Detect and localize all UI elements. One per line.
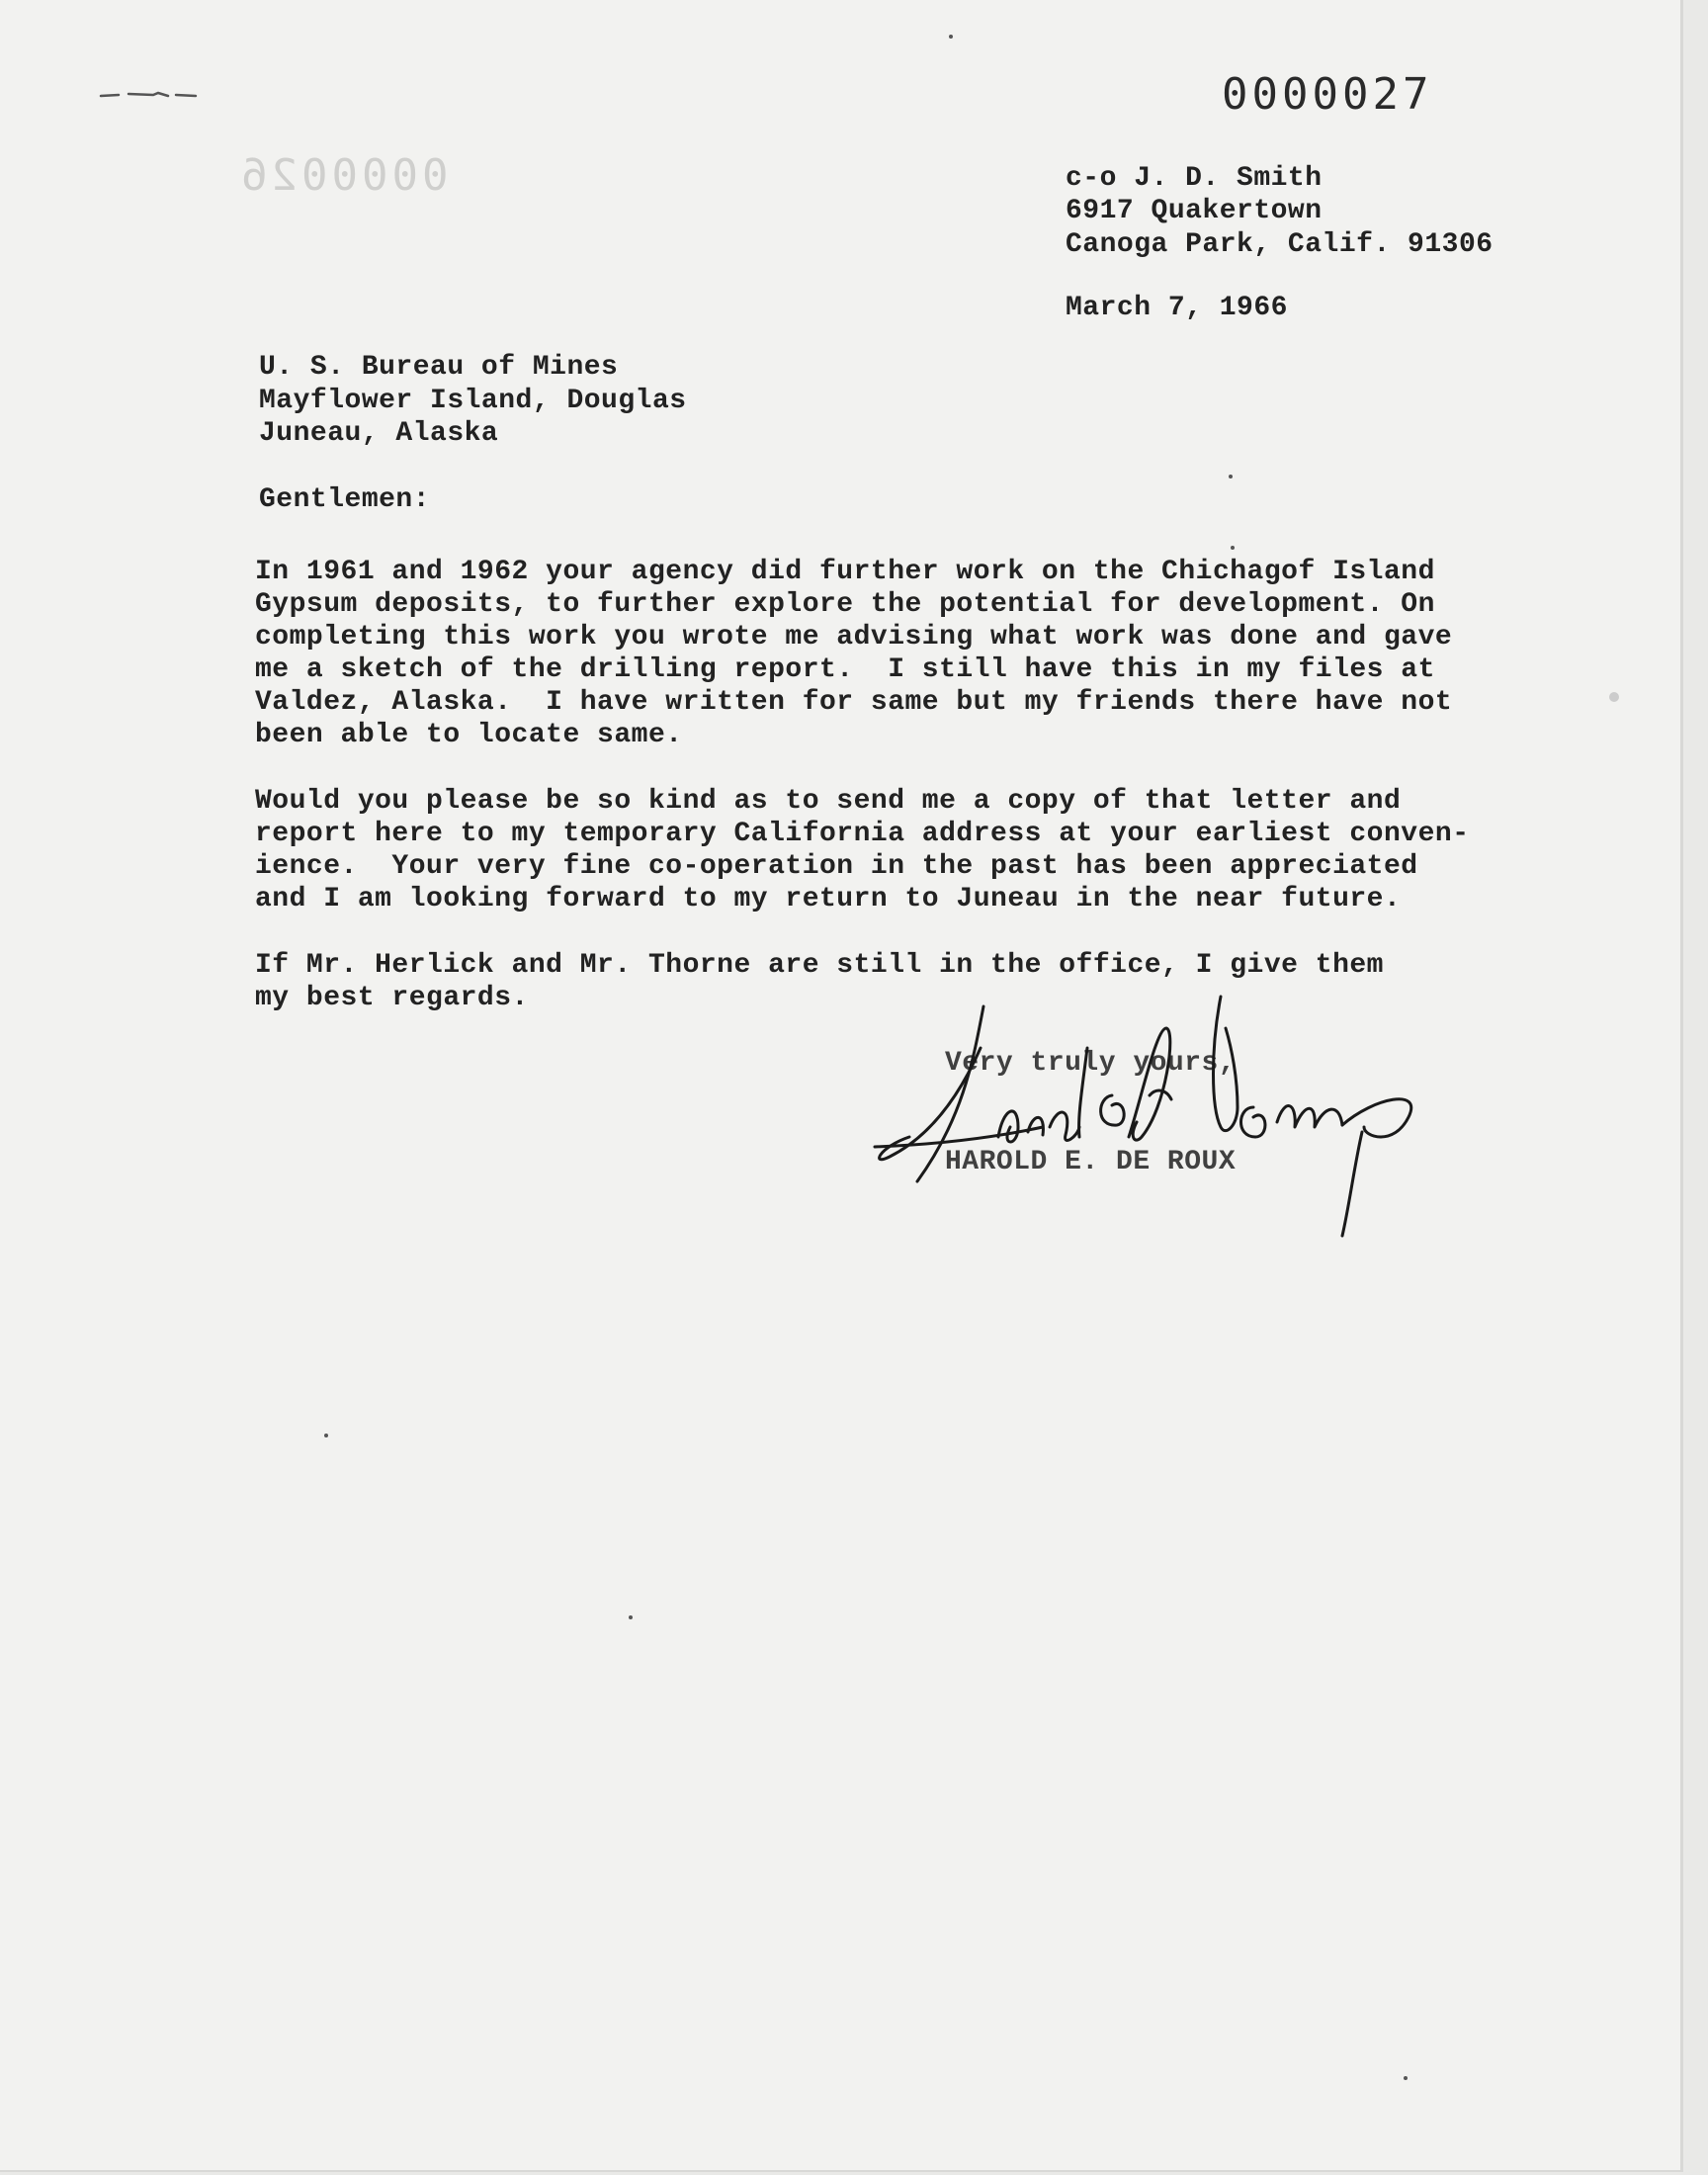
recipient-line-2: Mayflower Island, Douglas <box>259 386 687 416</box>
signatory-name: HAROLD E. DE ROUX <box>945 1147 1237 1177</box>
paper-speck <box>324 1434 328 1437</box>
paper-speck <box>1609 692 1619 702</box>
paragraph-line: Would you please be so kind as to send me a copy of that letter and <box>255 786 1402 817</box>
paper-speck <box>1404 2076 1408 2080</box>
paper-speck <box>949 35 953 39</box>
bleed-through-number: 0000026 <box>237 150 449 201</box>
body-paragraph-1 <box>255 556 1452 751</box>
handwritten-signature <box>870 989 1423 1246</box>
sender-care-of: c-o J. D. Smith <box>1066 163 1323 194</box>
recipient-line-3: Juneau, Alaska <box>259 418 499 449</box>
paragraph-line: In 1961 and 1962 your agency did further work on the Chichagof Island <box>255 557 1435 587</box>
paragraph-line: completing this work you wrote me advising what work was done and gave <box>255 622 1453 652</box>
paragraph-line: me a sketch of the drilling report. I still have this in my files at <box>255 654 1435 685</box>
paragraph-line: Valdez, Alaska. I have written for same but my friends there have not <box>255 687 1453 718</box>
paragraph-line: and I am looking forward to my return to Juneau in the near future. <box>255 884 1402 914</box>
letter-date: March 7, 1966 <box>1066 293 1288 323</box>
paragraph-line: report here to my temporary California address at your earliest conven- <box>255 819 1470 849</box>
document-number-stamp: 0000027 <box>1222 69 1433 120</box>
paper-speck <box>1231 546 1235 550</box>
recipient-line-1: U. S. Bureau of Mines <box>259 352 619 383</box>
punch-mark <box>99 91 198 99</box>
paragraph-line: been able to locate same. <box>255 720 683 750</box>
paper-speck <box>629 1615 633 1619</box>
paper-speck <box>1229 475 1233 478</box>
sender-city: Canoga Park, Calif. 91306 <box>1066 229 1494 260</box>
salutation: Gentlemen: <box>259 484 431 515</box>
closing: Very truly yours, <box>945 1048 1237 1079</box>
paragraph-line: If Mr. Herlick and Mr. Thorne are still in the office, I give them <box>255 950 1384 981</box>
paragraph-line: ience. Your very fine co-operation in the past has been appreciated <box>255 851 1418 882</box>
sender-street: 6917 Quakertown <box>1066 196 1323 226</box>
body-paragraph-2 <box>255 785 1470 915</box>
paragraph-line: Gypsum deposits, to further explore the potential for development. On <box>255 589 1435 620</box>
paragraph-line: my best regards. <box>255 983 529 1013</box>
